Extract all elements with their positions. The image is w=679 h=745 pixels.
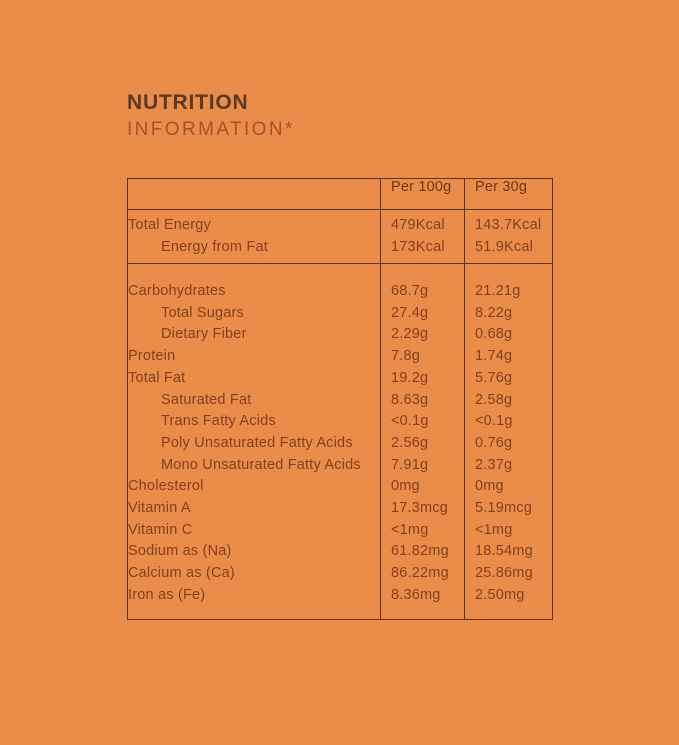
value-per-30g: 51.9Kcal: [465, 236, 553, 264]
table-row: [128, 368, 553, 390]
nutrient-label: Calcium as (Ca): [128, 565, 235, 582]
value-per-100g: 0mg: [381, 476, 465, 498]
table-row: [128, 346, 553, 368]
nutrient-label: Protein: [128, 348, 176, 365]
nutrient-label: Iron as (Fe): [128, 586, 206, 603]
nutrient-label: Dietary Fiber: [161, 326, 247, 343]
value-per-30g: 2.37g: [465, 455, 553, 477]
nutrient-label: Poly Unsaturated Fatty Acids: [161, 434, 353, 451]
value-per-30g: 18.54mg: [465, 541, 553, 563]
value-per-100g: 61.82mg: [381, 541, 465, 563]
value-per-30g: 1.74g: [465, 346, 553, 368]
energy-section: [128, 210, 553, 264]
table-row: [128, 455, 553, 477]
column-header-nutrient: [128, 179, 381, 210]
nutrients-section: [128, 264, 553, 620]
value-per-30g: 8.22g: [465, 303, 553, 325]
table-row: [128, 498, 553, 520]
nutrient-label: Saturated Fat: [161, 391, 252, 408]
value-per-30g: 5.19mcg: [465, 498, 553, 520]
value-per-30g: 143.7Kcal: [465, 210, 553, 237]
value-per-100g: 2.29g: [381, 324, 465, 346]
value-per-100g: 7.8g: [381, 346, 465, 368]
nutrient-label: Sodium as (Na): [128, 543, 232, 560]
table-row: [128, 303, 553, 325]
value-per-30g: 2.58g: [465, 390, 553, 412]
table-row: [128, 264, 553, 303]
nutrient-label: Mono Unsaturated Fatty Acids: [161, 456, 361, 473]
value-per-30g: 21.21g: [465, 264, 553, 303]
value-per-30g: 0.76g: [465, 433, 553, 455]
nutrient-label: Total Fat: [128, 369, 186, 386]
value-per-100g: 173Kcal: [381, 236, 465, 264]
value-per-100g: 27.4g: [381, 303, 465, 325]
table-row: [128, 324, 553, 346]
nutrient-label: Total Sugars: [161, 304, 244, 321]
nutrient-label: Cholesterol: [128, 478, 204, 495]
table-row: [128, 236, 553, 264]
nutrient-label: Vitamin A: [128, 500, 191, 517]
nutrient-label: Carbohydrates: [128, 283, 226, 299]
value-per-100g: 8.63g: [381, 390, 465, 412]
value-per-100g: <1mg: [381, 520, 465, 542]
value-per-100g: 7.91g: [381, 455, 465, 477]
nutrient-label: Vitamin C: [128, 521, 193, 538]
nutrition-table: [127, 178, 553, 620]
value-per-30g: 0.68g: [465, 324, 553, 346]
table-row: [128, 563, 553, 585]
nutrient-label: Total Energy: [128, 217, 211, 233]
value-per-30g: <1mg: [465, 520, 553, 542]
table-row: [128, 411, 553, 433]
column-header-per-100g: Per 100g: [381, 179, 465, 210]
nutrient-label: Trans Fatty Acids: [161, 413, 276, 430]
table-row: [128, 390, 553, 412]
column-header-per-30g: Per 30g: [465, 179, 553, 210]
table-row: [128, 210, 553, 237]
heading-block: [127, 91, 295, 141]
value-per-30g: <0.1g: [465, 411, 553, 433]
value-per-100g: 86.22mg: [381, 563, 465, 585]
value-per-30g: 25.86mg: [465, 563, 553, 585]
table-row: [128, 520, 553, 542]
value-per-100g: 17.3mcg: [381, 498, 465, 520]
page-title: NUTRITION: [127, 91, 249, 114]
value-per-100g: 8.36mg: [381, 585, 465, 619]
table-row: [128, 585, 553, 619]
value-per-100g: 68.7g: [381, 264, 465, 303]
table-row: [128, 433, 553, 455]
table-row: [128, 541, 553, 563]
table-header: [128, 179, 553, 210]
value-per-100g: <0.1g: [381, 411, 465, 433]
table-row: [128, 476, 553, 498]
value-per-30g: 5.76g: [465, 368, 553, 390]
value-per-100g: 19.2g: [381, 368, 465, 390]
value-per-30g: 2.50mg: [465, 585, 553, 619]
table-header-row: [128, 179, 553, 210]
nutrient-label: Energy from Fat: [128, 236, 381, 264]
page-subtitle: INFORMATION*: [127, 119, 295, 140]
value-per-30g: 0mg: [465, 476, 553, 498]
value-per-100g: 479Kcal: [381, 210, 465, 237]
value-per-100g: 2.56g: [381, 433, 465, 455]
